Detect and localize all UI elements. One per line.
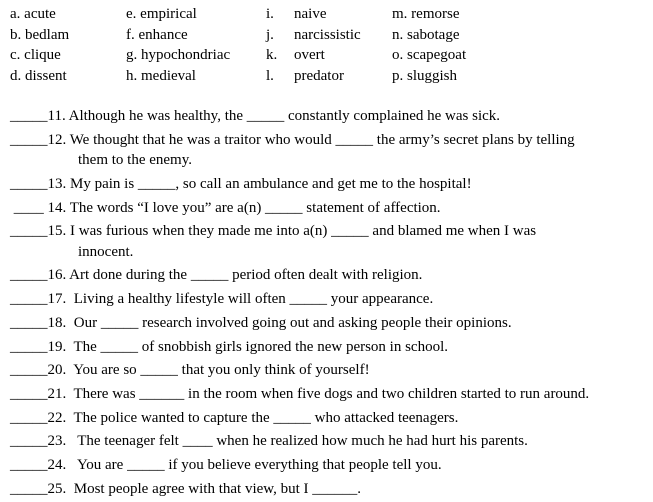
word-bank-item bbox=[392, 66, 457, 87]
question-text: ____ 14. The words “I love you” are a(n) _____ statement of affection. bbox=[10, 199, 441, 216]
question-18 bbox=[10, 313, 640, 334]
question-text: _____22. The police wanted to capture the _____ who attacked teenagers. bbox=[10, 409, 459, 426]
word-bank-item bbox=[10, 45, 61, 66]
question-13 bbox=[10, 174, 640, 195]
question-text: _____11. Although he was healthy, the _____ constantly complained he was sick. bbox=[10, 108, 501, 124]
word-bank-word: clique bbox=[24, 47, 61, 63]
word-bank-word: predator bbox=[294, 67, 344, 84]
question-continuation: them to the enemy. bbox=[78, 152, 192, 169]
word-bank-item bbox=[266, 4, 326, 25]
word-bank-letter: e. bbox=[126, 6, 137, 22]
word-bank-item bbox=[392, 45, 466, 66]
word-bank-letter: l. bbox=[266, 67, 274, 84]
word-bank-letter: b. bbox=[10, 26, 22, 43]
word-bank-letter: j. bbox=[266, 26, 274, 43]
question-16 bbox=[10, 265, 640, 286]
word-bank-item bbox=[10, 66, 67, 87]
question-15 bbox=[10, 221, 640, 262]
question-text: _____13. My pain is _____, so call an ambulance and get me to the hospital! bbox=[10, 175, 472, 192]
word-bank-word: enhance bbox=[138, 26, 188, 43]
word-bank-item bbox=[10, 4, 56, 25]
word-bank-item bbox=[392, 25, 459, 46]
word-bank-item bbox=[392, 4, 459, 25]
word-bank-item bbox=[126, 25, 188, 46]
question-21 bbox=[10, 384, 640, 405]
word-bank-word: remorse bbox=[411, 6, 460, 22]
word-bank-word: narcissistic bbox=[294, 26, 361, 43]
question-14 bbox=[10, 198, 640, 219]
word-bank-letter: n. bbox=[392, 26, 404, 43]
question-12 bbox=[10, 130, 640, 171]
word-bank-row bbox=[10, 45, 640, 66]
question-25 bbox=[10, 479, 640, 500]
question-11 bbox=[10, 106, 640, 127]
question-text: _____18. Our _____ research involved going out and asking people their opinions. bbox=[10, 314, 512, 331]
word-bank-item bbox=[266, 45, 325, 66]
word-bank-letter: f. bbox=[126, 26, 135, 43]
question-text: _____17. Living a healthy lifestyle will often _____ your appearance. bbox=[10, 291, 434, 308]
word-bank-word: medieval bbox=[141, 67, 196, 84]
word-bank-letter: p. bbox=[392, 67, 404, 84]
word-bank-word: sabotage bbox=[407, 26, 460, 43]
question-text: _____20. You are so _____ that you only think of yourself! bbox=[10, 362, 370, 379]
word-bank-letter: o. bbox=[392, 47, 404, 63]
question-text: _____23. The teenager felt ____ when he realized how much he had hurt his parents. bbox=[10, 433, 528, 450]
question-text: _____19. The _____ of snobbish girls ignored the new person in school. bbox=[10, 338, 449, 355]
question-continuation: innocent. bbox=[78, 243, 134, 260]
word-bank-letter: k. bbox=[266, 47, 278, 63]
question-19 bbox=[10, 337, 640, 358]
word-bank-word: acute bbox=[24, 6, 56, 22]
word-bank-letter: a. bbox=[10, 6, 21, 22]
word-bank-letter: c. bbox=[10, 47, 21, 63]
question-20 bbox=[10, 360, 640, 381]
word-bank-word: scapegoat bbox=[407, 47, 467, 63]
word-bank-letter: m. bbox=[392, 6, 408, 22]
question-list bbox=[10, 106, 640, 502]
word-bank-word: sluggish bbox=[407, 67, 458, 84]
question-24 bbox=[10, 455, 640, 476]
question-text: _____12. We thought that he was a traitor who would _____ the army’s secret plans by telling bbox=[10, 131, 575, 148]
word-bank-item bbox=[126, 66, 196, 87]
question-22 bbox=[10, 408, 640, 429]
word-bank-letter: i. bbox=[266, 6, 274, 22]
question-17 bbox=[10, 289, 640, 310]
question-text: _____15. I was furious when they made me into a(n) _____ and blamed me when I was bbox=[10, 223, 537, 240]
word-bank-word: bedlam bbox=[25, 26, 70, 43]
question-text: _____16. Art done during the _____ period often dealt with religion. bbox=[10, 267, 423, 284]
word-bank-row bbox=[10, 66, 640, 87]
question-text: _____21. There was ______ in the room when five dogs and two children started to run around. bbox=[10, 385, 590, 402]
word-bank bbox=[10, 4, 640, 86]
word-bank-letter: h. bbox=[126, 67, 138, 84]
word-bank-word: naive bbox=[294, 6, 327, 22]
word-bank-word: empirical bbox=[140, 6, 197, 22]
word-bank-word: hypochondriac bbox=[141, 47, 231, 63]
word-bank-letter: d. bbox=[10, 67, 22, 84]
question-text: _____25. Most people agree with that view, but I ______. bbox=[10, 480, 362, 497]
word-bank-row bbox=[10, 25, 640, 46]
word-bank-item bbox=[10, 25, 69, 46]
word-bank-item bbox=[126, 45, 230, 66]
question-text: _____24. You are _____ if you believe everything that people tell you. bbox=[10, 456, 442, 473]
question-23 bbox=[10, 431, 640, 452]
word-bank-word: dissent bbox=[25, 67, 67, 84]
word-bank-letter: g. bbox=[126, 47, 138, 63]
word-bank-item bbox=[266, 25, 361, 46]
word-bank-item bbox=[266, 66, 344, 87]
word-bank-row bbox=[10, 4, 640, 25]
word-bank-item bbox=[126, 4, 197, 25]
word-bank-word: overt bbox=[294, 47, 325, 63]
